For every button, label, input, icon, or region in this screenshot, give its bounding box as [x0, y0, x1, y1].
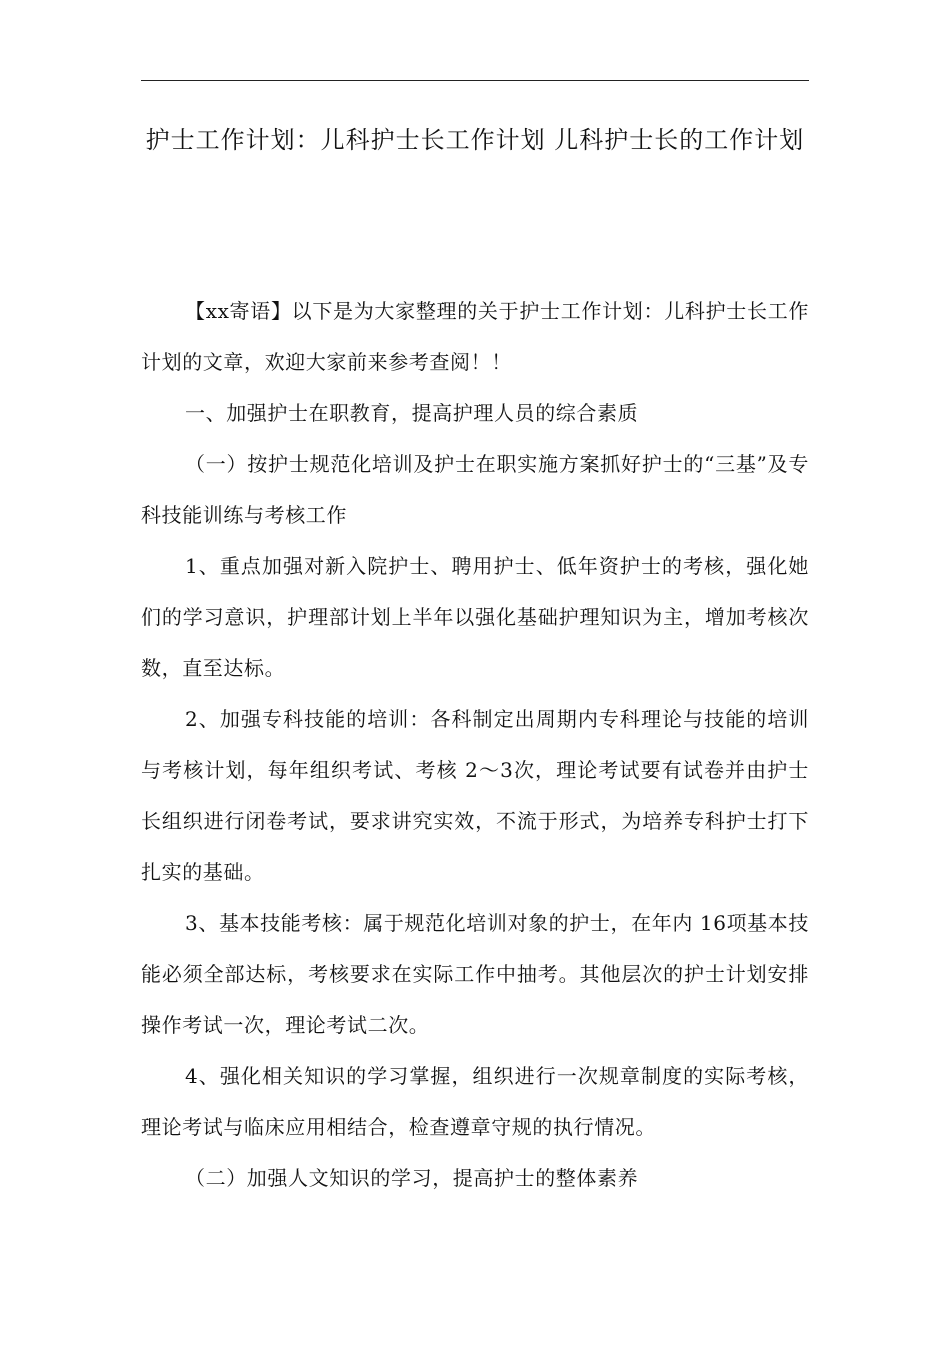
subsection-heading-1: （一）按护士规范化培训及护士在职实施方案抓好护士的“三基”及专科技能训练与考核工作	[141, 452, 809, 527]
intro-paragraph: 【xx寄语】以下是为大家整理的关于护士工作计划：儿科护士长工作计划的文章，欢迎大家前来参考查阅！！	[141, 299, 809, 374]
section-heading-1: 一、加强护士在职教育，提高护理人员的综合素质	[185, 401, 639, 425]
list-item-4: 4、强化相关知识的学习掌握，组织进行一次规章制度的实际考核，理论考试与临床应用相结合，检查遵章守规的执行情况。	[141, 1064, 809, 1139]
header-rule	[141, 80, 809, 81]
document-title: 护士工作计划：儿科护士长工作计划 儿科护士长的工作计划	[145, 126, 805, 154]
subsection-heading-2: （二）加强人文知识的学习，提高护士的整体素养	[185, 1166, 639, 1190]
list-item-3: 3、基本技能考核：属于规范化培训对象的护士，在年内 16项基本技能必须全部达标，考核要求在实际工作中抽考。其他层次的护士计划安排操作考试一次，理论考试二次。	[141, 911, 809, 1037]
document-body	[141, 286, 809, 1204]
list-item-2: 2、加强专科技能的培训：各科制定出周期内专科理论与技能的培训与考核计划，每年组织考试、考核 2～3次，理论考试要有试卷并由护士长组织进行闭卷考试，要求讲究实效，不流于形式，为培养专科护士打下扎实的基础。	[141, 707, 809, 884]
list-item-1: 1、重点加强对新入院护士、聘用护士、低年资护士的考核，强化她们的学习意识，护理部计划上半年以强化基础护理知识为主，增加考核次数，直至达标。	[141, 554, 809, 680]
